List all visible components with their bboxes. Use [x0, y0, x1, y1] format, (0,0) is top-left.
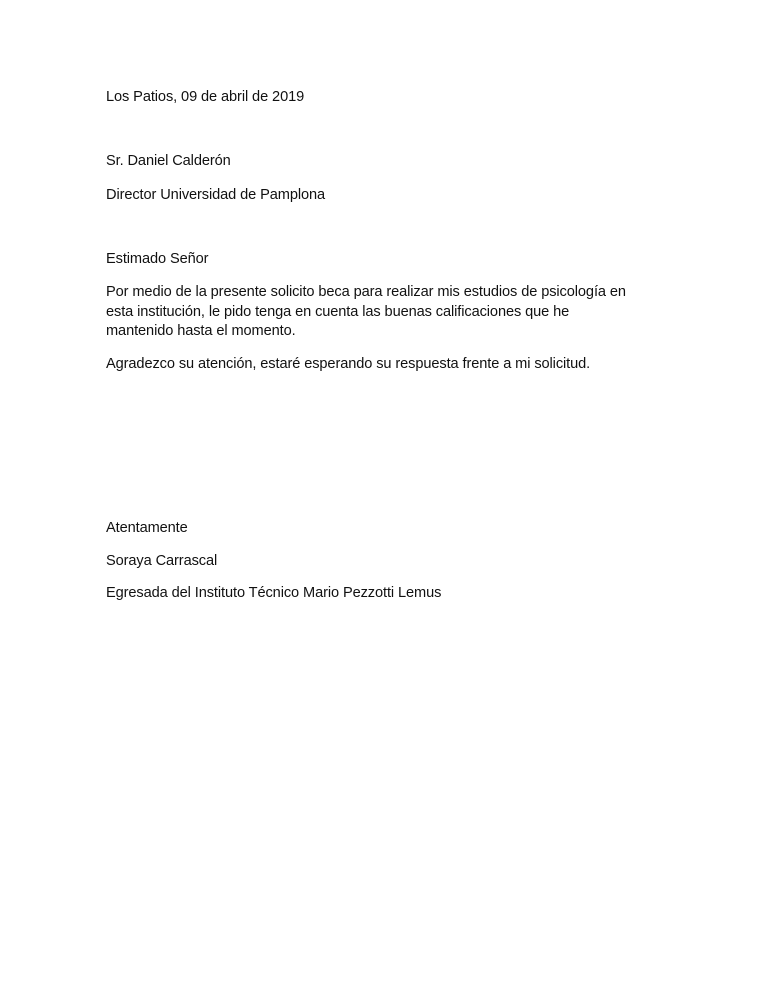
body-paragraph-2: Agradezco su atención, estaré esperando su respuesta frente a mi solicitud. — [106, 356, 591, 372]
body-paragraph-1-line: esta institución, le pido tenga en cuenta las buenas calificaciones que he — [106, 303, 570, 320]
closing: Atentamente — [106, 520, 188, 536]
recipient-title: Director Universidad de Pamplona — [106, 187, 326, 203]
recipient-name: Sr. Daniel Calderón — [106, 153, 231, 169]
sender-name: Soraya Carrascal — [106, 553, 218, 569]
salutation: Estimado Señor — [106, 251, 209, 267]
body-paragraph-1 — [106, 283, 666, 342]
body-paragraph-1-line: Por medio de la presente solicito beca para realizar mis estudios de psicología en — [106, 284, 626, 300]
place-date: Los Patios, 09 de abril de 2019 — [106, 89, 305, 105]
body-paragraph-1-line: mantenido hasta el momento. — [106, 323, 296, 339]
sender-title: Egresada del Instituto Técnico Mario Pezzotti Lemus — [106, 585, 442, 601]
